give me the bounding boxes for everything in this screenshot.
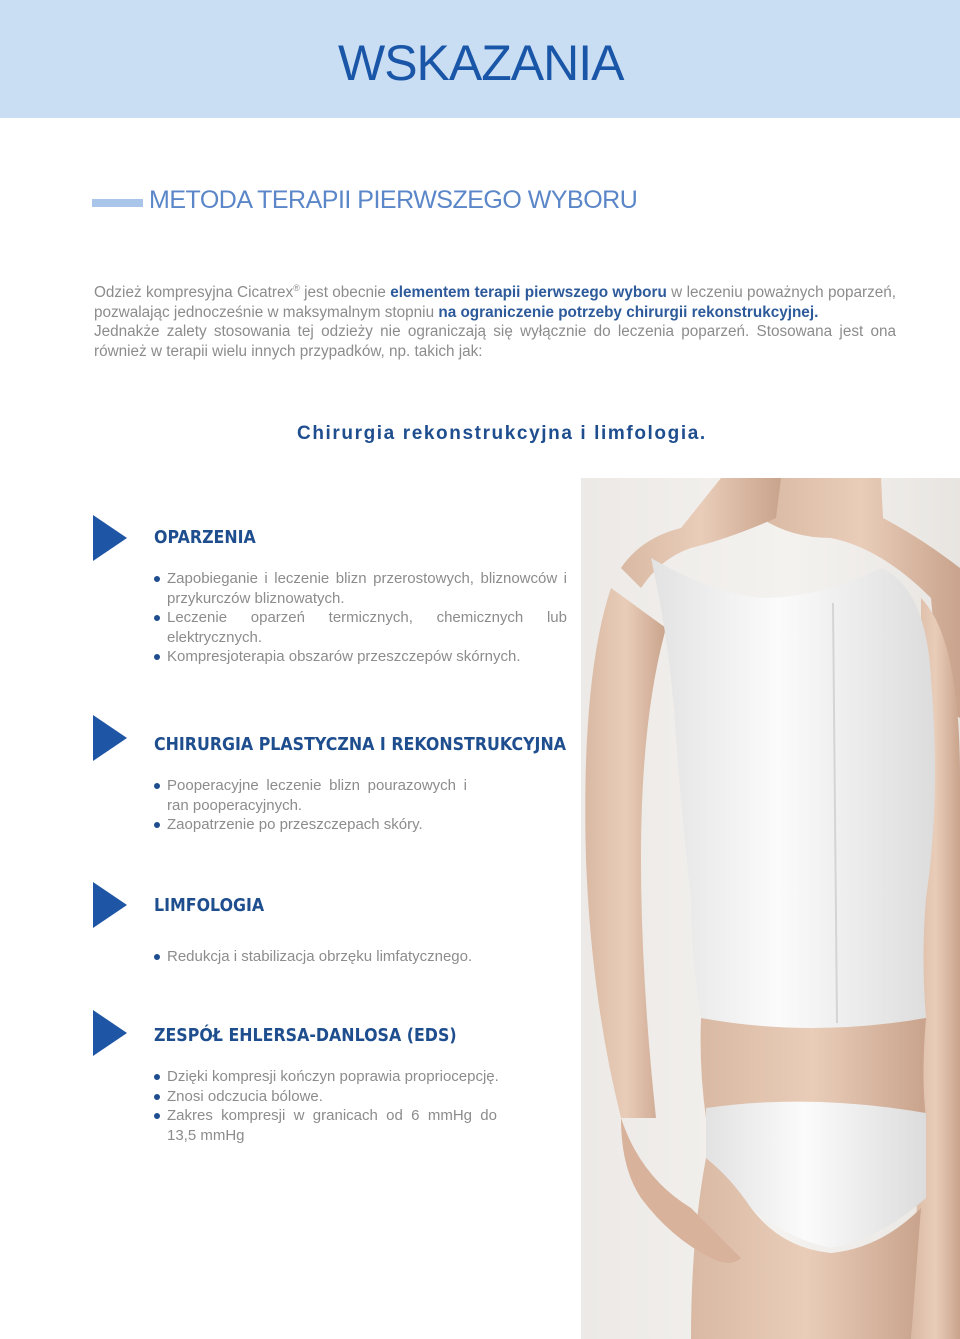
list-item: Redukcja i stabilizacja obrzęku limfatycznego. xyxy=(153,947,567,967)
list-item: Zakres kompresji w granicach od 6 mmHg do 13,5 mmHg xyxy=(153,1106,497,1145)
section-subtitle: METODA TERAPII PIERWSZEGO WYBORU xyxy=(149,186,638,214)
intro-bold-text: elementem terapii pierwszego wyboru xyxy=(390,284,667,302)
registered-mark: ® xyxy=(293,283,300,293)
section-title-oparzenia: OPARZENIA xyxy=(154,527,256,548)
list-item: Kompresjoterapia obszarów przeszczepów skórnych. xyxy=(153,647,567,667)
intro-text-span: Odzież kompresyjna Cicatrex xyxy=(94,284,294,302)
tagline: Chirurgia rekonstrukcyjna i limfologia. xyxy=(297,423,707,444)
intro-text-span: w leczeniu poważnych poparzeń, pozwalając jednocześnie w maksymalnym stopniu xyxy=(94,284,896,321)
bullet-list-eds xyxy=(153,1067,567,1145)
page-title: WSKAZANIA xyxy=(338,35,624,91)
list-item: Pooperacyjne leczenie blizn pourazowych i ran pooperacyjnych. xyxy=(153,776,467,815)
section-arrow-icon xyxy=(93,1010,127,1056)
intro-paragraph-2: Jednakże zalety stosowania tej odzieży nie ograniczają się wyłącznie do leczenia poparzeń. Stosowana jest ona również w terapii wielu innych przypadków, np. takich jak: xyxy=(94,323,896,360)
list-item: Zaopatrzenie po przeszczepach skóry. xyxy=(153,815,567,835)
intro-text xyxy=(94,279,896,361)
model-compression-garment-image xyxy=(581,478,960,1339)
section-title-chirurgia: CHIRURGIA PLASTYCZNA I REKONSTRUKCYJNA xyxy=(154,734,566,755)
list-item: Leczenie oparzeń termicznych, chemicznych lub elektrycznych. xyxy=(153,608,567,647)
intro-paragraph-1 xyxy=(94,279,896,322)
intro-bold-text: na ograniczenie potrzeby chirurgii rekonstrukcyjnej. xyxy=(438,303,819,321)
bullet-list-limfologia xyxy=(153,947,567,967)
list-item: Znosi odczucia bólowe. xyxy=(153,1087,567,1107)
intro-text-span: jest obecnie xyxy=(299,284,391,302)
section-arrow-icon xyxy=(93,715,127,761)
section-arrow-icon xyxy=(93,515,127,561)
product-photo xyxy=(581,478,960,1339)
section-title-limfologia: LIMFOLOGIA xyxy=(154,895,265,916)
list-item: Dzięki kompresji kończyn poprawia propriocepcję. xyxy=(153,1067,567,1087)
subtitle-accent-bar xyxy=(92,199,143,207)
bullet-list-chirurgia xyxy=(153,776,567,835)
list-item: Zapobieganie i leczenie blizn przerostowych, bliznowców i przykurczów bliznowatych. xyxy=(153,569,567,608)
section-arrow-icon xyxy=(93,882,127,928)
section-title-eds: ZESPÓŁ EHLERSA-DANLOSA (EDS) xyxy=(154,1025,457,1046)
bullet-list-oparzenia xyxy=(153,569,567,667)
